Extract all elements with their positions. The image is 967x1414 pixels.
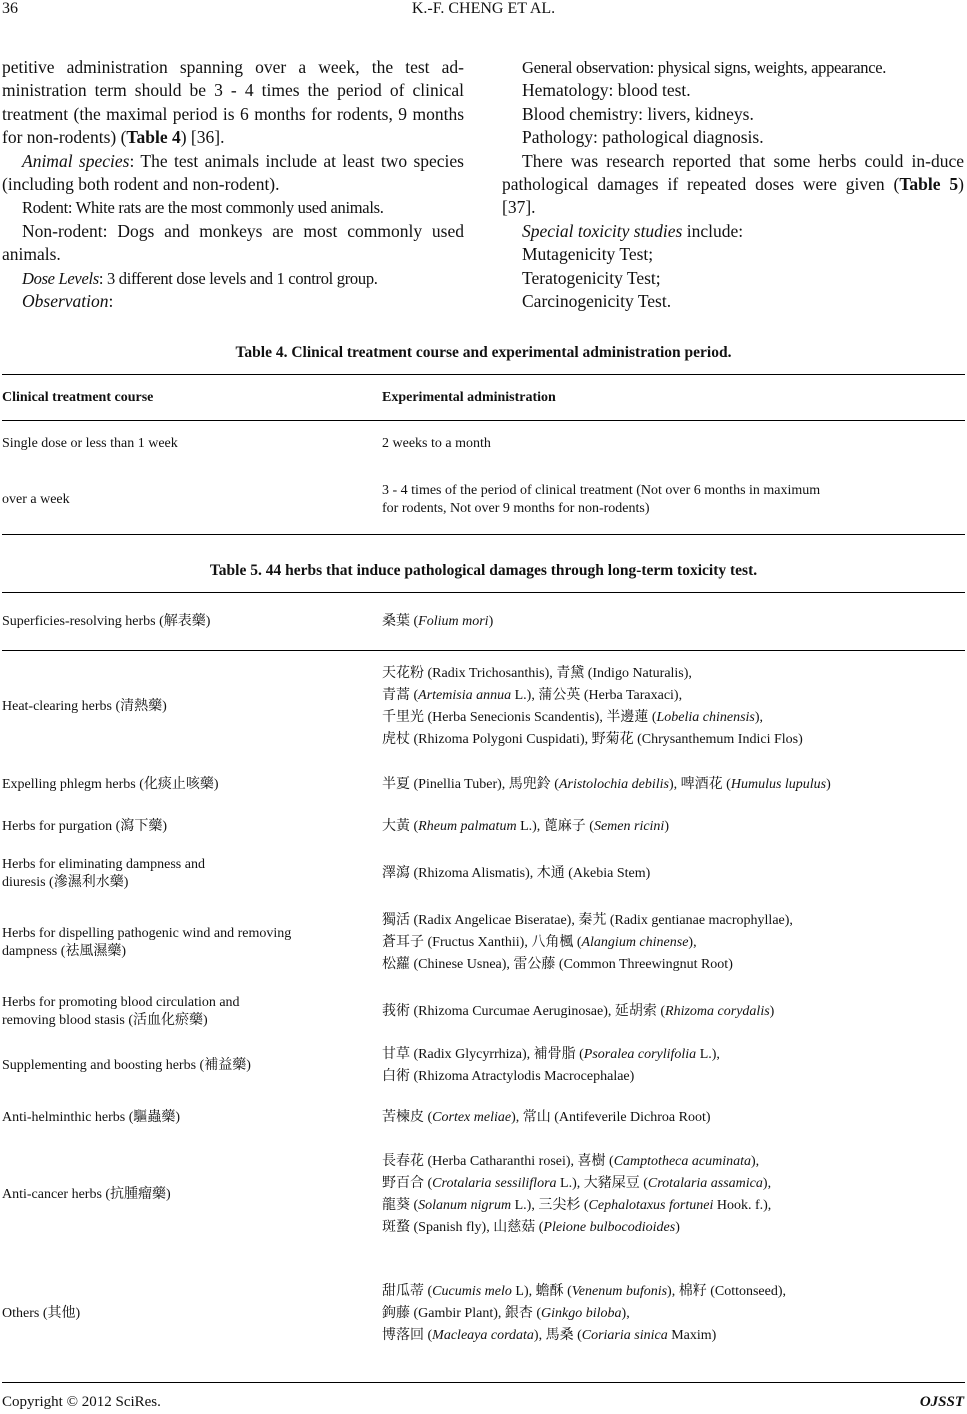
herb-category: Expelling phlegm herbs (化痰止咳藥) bbox=[2, 776, 219, 792]
observation-hematology: Hematology: blood test. bbox=[522, 80, 691, 101]
herb-list: 澤瀉 (Rhizoma Alismatis), 木通 (Akebia Stem) bbox=[382, 865, 651, 881]
table4-header-clinical: Clinical treatment course bbox=[2, 375, 382, 421]
page-header bbox=[0, 0, 967, 20]
table5-caption: Table 5. 44 herbs that induce pathological damages through long-term toxicity test. bbox=[209, 562, 758, 579]
left-column bbox=[2, 56, 464, 313]
copyright-notice: Copyright © 2012 SciRes. bbox=[2, 1394, 161, 1410]
herb-list: 天花粉 (Radix Trichosanthis), 青黛 (Indigo Naturalis), 青蒿 (Artemisia annua L.), 蒲公英 (Herba Taraxaci), 千里光 (Herba Senecionis Scandentis), 半邊蓮 (Lobelia chinensis), 虎杖 (Rhizoma Polygoni Cuspidati), 野菊花 (Chrysanthemum Indici Flos) bbox=[382, 665, 803, 747]
table4-header-row bbox=[2, 375, 965, 421]
paragraph-special-toxicity: Special toxicity studies include: bbox=[522, 220, 744, 241]
herb-list: 大黃 (Rheum palmatum L.), 蓖麻子 (Semen ricini) bbox=[382, 818, 669, 834]
table-row bbox=[2, 467, 965, 535]
herb-list: 獨活 (Radix Angelicae Biseratae), 秦艽 (Radix gentianae macrophyllae), 蒼耳子 (Fructus Xanthii), 八角楓 (Alangium chinense), 松蘿 (Chinese Usnea), 雷公藤 (Common Threewingnut Root) bbox=[382, 912, 793, 972]
table-row bbox=[2, 847, 965, 901]
herb-category: Superficies-resolving herbs (解表藥) bbox=[2, 613, 211, 629]
paragraph-rodent: Rodent: White rats are the most commonly used animals. bbox=[22, 198, 384, 218]
test-carcinogenicity: Carcinogenicity Test. bbox=[522, 291, 672, 312]
herb-list: 長春花 (Herba Catharanthi rosei), 喜樹 (Camptotheca acuminata), 野百合 (Crotalaria sessiliflora L.), 大豬屎豆 (Crotalaria assamica), 龍葵 (Solanum nigrum L.), 三尖杉 (Cephalotaxus fortunei Hook. f.), 斑蝥 (Spanish fly), 山慈菇 (Pleione bulbocodioides) bbox=[382, 1153, 772, 1235]
herb-category: Heat-clearing herbs (清熱藥) bbox=[2, 698, 167, 714]
table-row bbox=[2, 763, 965, 807]
herb-category: Herbs for promoting blood circulation and removing blood stasis (活血化瘀藥) bbox=[2, 994, 240, 1028]
table5 bbox=[2, 592, 965, 1383]
table-row bbox=[2, 807, 965, 847]
test-mutagenicity: Mutagenicity Test; bbox=[522, 244, 654, 265]
page-number: 36 bbox=[2, 0, 18, 17]
table-row bbox=[2, 1247, 965, 1383]
table4-cell-experimental: 3 - 4 times of the period of clinical treatment (Not over 6 months in maximum for rodents, Not over 9 months for non-rodents) bbox=[382, 483, 821, 517]
paragraph-dose-levels: Dose Levels: 3 different dose levels and 1 control group. bbox=[22, 268, 378, 288]
observation-pathology: Pathology: pathological diagnosis. bbox=[522, 127, 764, 148]
paragraph-non-rodent: Non-rodent: Dogs and monkeys are most commonly used animals. bbox=[2, 220, 464, 265]
table4-caption: Table 4. Clinical treatment course and experimental administration period. bbox=[235, 344, 732, 361]
observation-general: General observation: physical signs, weights, appearance. bbox=[522, 58, 887, 77]
herb-category: Anti-cancer herbs (抗腫瘤藥) bbox=[2, 1186, 171, 1202]
herb-list: 苦楝皮 (Cortex meliae), 常山 (Antifeverile Dichroa Root) bbox=[382, 1109, 711, 1125]
paragraph-animal-species: Animal species: The test animals include at least two species (including both rodent and non-rodent). bbox=[2, 150, 464, 195]
test-teratogenicity: Teratogenicity Test; bbox=[522, 267, 661, 288]
table5-ref-link[interactable]: Table 5 bbox=[899, 174, 959, 195]
table-row bbox=[2, 593, 965, 651]
paragraph-observation: Observation: bbox=[22, 291, 114, 312]
journal-abbrev: OJSST bbox=[919, 1394, 964, 1410]
table4-header-experimental: Experimental administration bbox=[382, 375, 965, 421]
paragraph-repeated-doses: There was research reported that some herbs could in-duce pathological damages if repeated doses were given (Table 5) [37]. bbox=[502, 150, 964, 218]
herb-list: 半夏 (Pinellia Tuber), 馬兜鈴 (Aristolochia debilis), 啤酒花 (Humulus lupulus) bbox=[382, 776, 831, 792]
herb-category: Others (其他) bbox=[2, 1306, 81, 1322]
table-row bbox=[2, 421, 965, 467]
herb-list: 甘草 (Radix Glycyrrhiza), 補骨脂 (Psoralea corylifolia L.), 白術 (Rhizoma Atractylodis Macrocephalae) bbox=[382, 1046, 720, 1084]
table-row bbox=[2, 651, 965, 763]
paragraph-administration-term: petitive administration spanning over a week, the test ad-ministration term should be 3 - 4 times the period of clinical treatment (the maximal period is 6 months for rodents, 9 months for non-rodents) (Table 4) [36]. bbox=[2, 57, 464, 148]
herb-category: Anti-helminthic herbs (驅蟲藥) bbox=[2, 1109, 181, 1125]
herb-category: Herbs for purgation (瀉下藥) bbox=[2, 818, 167, 834]
right-column bbox=[502, 56, 964, 313]
herb-category: Supplementing and boosting herbs (補益藥) bbox=[2, 1057, 251, 1073]
herb-list: 甜瓜蒂 (Cucumis melo L), 蟾酥 (Venenum bufonis), 棉籽 (Cottonseed), 鉤藤 (Gambir Plant), 銀杏 (Ginkgo biloba), 博落回 (Macleaya cordata), 馬桑 (Coriaria sinica Maxim) bbox=[382, 1284, 787, 1344]
table-row bbox=[2, 1039, 965, 1093]
table-row bbox=[2, 1143, 965, 1247]
herb-category: Herbs for dispelling pathogenic wind and removing dampness (祛風濕藥) bbox=[2, 925, 292, 959]
table4 bbox=[2, 374, 965, 535]
table4-cell-experimental: 2 weeks to a month bbox=[382, 421, 965, 467]
table4-cell-clinical: Single dose or less than 1 week bbox=[2, 421, 382, 467]
observation-blood-chemistry: Blood chemistry: livers, kidneys. bbox=[522, 103, 754, 124]
herb-list: 莪術 (Rhizoma Curcumae Aeruginosae), 延胡索 (Rhizoma corydalis) bbox=[382, 1003, 775, 1019]
herb-list: 桑葉 (Folium mori) bbox=[382, 613, 494, 629]
herb-category: Herbs for eliminating dampness and diuresis (滲濕利水藥) bbox=[2, 856, 205, 890]
running-authors: K.-F. CHENG ET AL. bbox=[411, 0, 556, 17]
table4-ref-link[interactable]: Table 4 bbox=[126, 127, 181, 148]
table-row bbox=[2, 1093, 965, 1143]
table4-cell-clinical: over a week bbox=[2, 492, 70, 508]
table-row bbox=[2, 901, 965, 985]
table-row bbox=[2, 985, 965, 1039]
